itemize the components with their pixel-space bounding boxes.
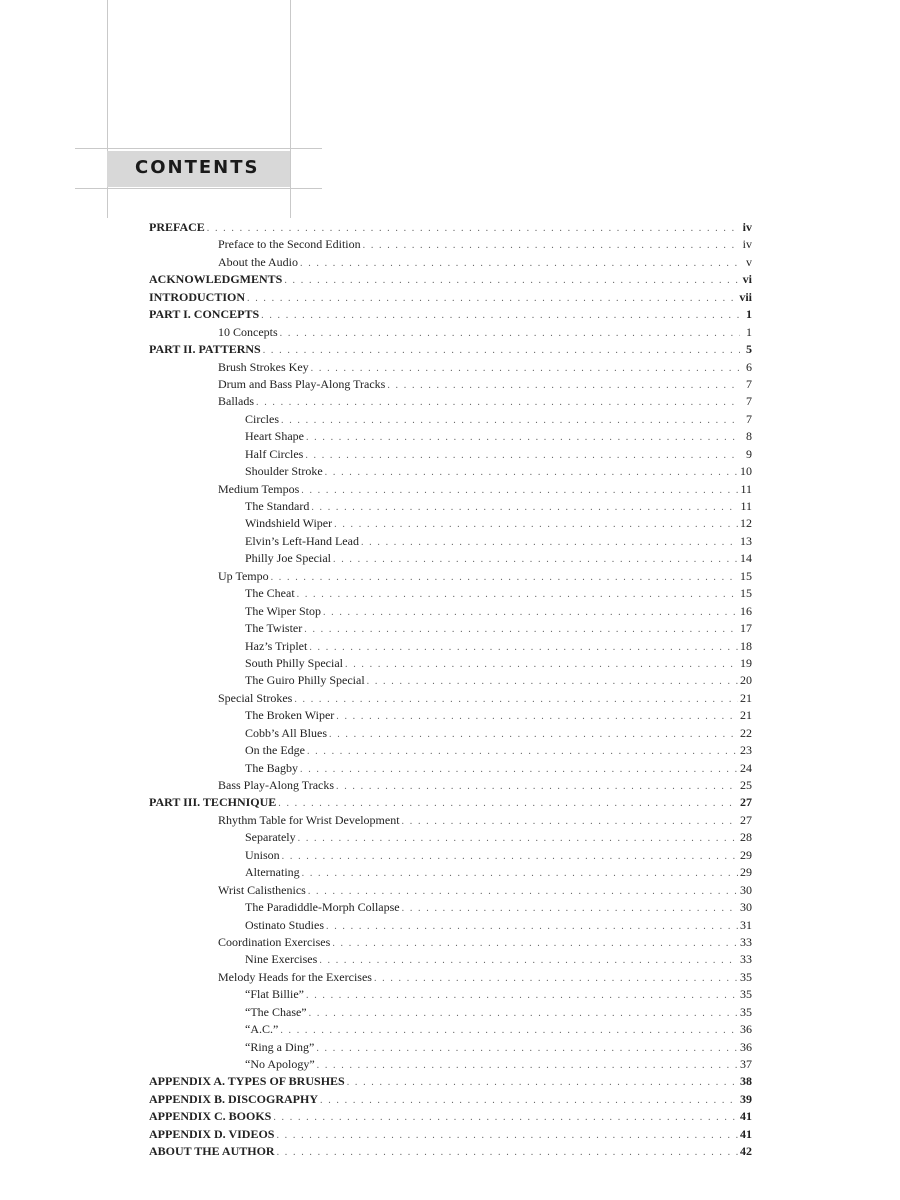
dot-leader xyxy=(306,987,738,1004)
dot-leader xyxy=(297,586,738,603)
toc-entry[interactable] xyxy=(149,533,752,550)
toc-entry[interactable] xyxy=(149,341,752,358)
toc-entry-page-number: 35 xyxy=(740,1004,752,1019)
toc-entry[interactable] xyxy=(149,725,752,742)
toc-entry-label: The Wiper Stop xyxy=(245,603,321,618)
toc-entry-label: About the Audio xyxy=(218,254,298,269)
toc-entry[interactable] xyxy=(149,324,752,341)
dot-leader xyxy=(263,342,740,359)
dot-leader xyxy=(320,1092,738,1109)
toc-entry-page-number: 35 xyxy=(740,987,752,1002)
dot-leader xyxy=(323,604,738,621)
toc-entry[interactable] xyxy=(149,446,752,463)
toc-entry-label: Windshield Wiper xyxy=(245,516,333,531)
toc-entry-page-number: 36 xyxy=(740,1039,752,1054)
toc-entry[interactable] xyxy=(149,271,752,288)
toc-entry-page-number: 24 xyxy=(740,760,752,775)
toc-entry-page-number: 42 xyxy=(740,1144,752,1159)
toc-entry-page-number: iv xyxy=(742,237,752,252)
toc-entry[interactable] xyxy=(149,882,752,899)
toc-entry[interactable] xyxy=(149,498,752,515)
toc-entry[interactable] xyxy=(149,864,752,881)
toc-entry-page-number: 38 xyxy=(740,1074,752,1089)
toc-entry-page-number: 41 xyxy=(740,1126,752,1141)
toc-entry[interactable] xyxy=(149,1091,752,1108)
toc-entry[interactable] xyxy=(149,1004,752,1021)
toc-entry[interactable] xyxy=(149,376,752,393)
toc-entry-page-number: 22 xyxy=(740,725,752,740)
toc-entry-label: “Flat Billie” xyxy=(245,987,304,1002)
dot-leader xyxy=(308,883,738,900)
toc-entry-label: Coordination Exercises xyxy=(218,934,331,949)
toc-entry[interactable] xyxy=(149,568,752,585)
dot-leader xyxy=(334,516,738,533)
toc-entry-label: Melody Heads for the Exercises xyxy=(218,969,372,984)
toc-entry-page-number: 30 xyxy=(740,900,752,915)
toc-entry-page-number: vii xyxy=(739,289,752,304)
toc-entry-label: Wrist Calisthenics xyxy=(218,882,306,897)
toc-entry-page-number: 7 xyxy=(746,394,752,409)
toc-entry-label: Half Circles xyxy=(245,446,304,461)
dot-leader xyxy=(301,482,738,499)
toc-entry-page-number: 6 xyxy=(746,359,752,374)
toc-entry-label: Up Tempo xyxy=(218,568,269,583)
toc-entry-page-number: 39 xyxy=(740,1091,752,1106)
dot-leader xyxy=(276,1127,738,1144)
toc-entry[interactable] xyxy=(149,672,752,689)
dot-leader xyxy=(316,1040,738,1057)
toc-entry-label: Alternating xyxy=(245,865,300,880)
toc-entry-label: PART I. CONCEPTS xyxy=(149,307,260,322)
toc-entry-label: Medium Tempos xyxy=(218,481,300,496)
toc-entry-label: “Ring a Ding” xyxy=(245,1039,315,1054)
toc-entry-page-number: vi xyxy=(742,272,752,287)
dot-leader xyxy=(387,377,740,394)
dot-leader xyxy=(325,464,738,481)
dot-leader xyxy=(332,935,738,952)
dot-leader xyxy=(347,1074,738,1091)
toc-entry-page-number: 16 xyxy=(740,603,752,618)
dot-leader xyxy=(361,534,738,551)
toc-entry-label: ABOUT THE AUTHOR xyxy=(149,1144,275,1159)
toc-entry-page-number: 41 xyxy=(740,1109,752,1124)
dot-leader xyxy=(306,429,740,446)
toc-entry[interactable] xyxy=(149,760,752,777)
toc-entry-label: Rhythm Table for Wrist Development xyxy=(218,812,400,827)
toc-entry[interactable] xyxy=(149,1073,752,1090)
dot-leader xyxy=(307,743,738,760)
toc-entry[interactable] xyxy=(149,794,752,811)
toc-entry-page-number: 10 xyxy=(740,464,752,479)
dot-leader xyxy=(319,952,738,969)
toc-entry[interactable] xyxy=(149,934,752,951)
toc-entry-label: The Twister xyxy=(245,621,303,636)
dot-leader xyxy=(300,255,740,272)
toc-entry[interactable] xyxy=(149,481,752,498)
toc-entry-page-number: 36 xyxy=(740,1022,752,1037)
toc-entry-label: Brush Strokes Key xyxy=(218,359,309,374)
toc-entry-label: Cobb’s All Blues xyxy=(245,725,328,740)
toc-entry-label: The Cheat xyxy=(245,586,295,601)
toc-entry-label: “The Chase” xyxy=(245,1004,307,1019)
toc-entry-label: Elvin’s Left-Hand Lead xyxy=(245,533,359,548)
dot-leader xyxy=(207,220,740,237)
toc-entry-label: Unison xyxy=(245,847,280,862)
toc-entry-page-number: 33 xyxy=(740,952,752,967)
toc-entry[interactable] xyxy=(149,603,752,620)
dot-leader xyxy=(311,499,738,516)
dot-leader xyxy=(402,900,738,917)
toc-entry-label: Shoulder Stroke xyxy=(245,464,323,479)
toc-entry[interactable] xyxy=(149,411,752,428)
dot-leader xyxy=(304,621,738,638)
toc-entry-page-number: 35 xyxy=(740,969,752,984)
toc-entry-page-number: 11 xyxy=(740,499,752,513)
toc-entry-page-number: 15 xyxy=(740,568,752,583)
toc-entry[interactable] xyxy=(149,428,752,445)
toc-entry[interactable] xyxy=(149,1056,752,1073)
toc-entry-page-number: 17 xyxy=(740,621,752,636)
decorative-rule-vertical-right xyxy=(290,0,291,218)
dot-leader xyxy=(271,569,738,586)
toc-entry-label: PART III. TECHNIQUE xyxy=(149,795,277,810)
dot-leader xyxy=(261,307,740,324)
toc-entry-page-number: 14 xyxy=(740,551,752,566)
toc-entry[interactable] xyxy=(149,515,752,532)
toc-entry-label: PREFACE xyxy=(149,220,205,234)
dot-leader xyxy=(247,290,737,307)
toc-entry-label: Separately xyxy=(245,830,296,845)
dot-leader xyxy=(374,970,738,987)
dot-leader xyxy=(294,691,738,708)
toc-entry-label: The Standard xyxy=(245,499,310,513)
dot-leader xyxy=(317,1057,738,1074)
toc-entry-label: The Bagby xyxy=(245,760,298,775)
toc-entry-label: Haz’s Triplet xyxy=(245,638,308,653)
toc-entry[interactable] xyxy=(149,690,752,707)
dot-leader xyxy=(280,1022,738,1039)
toc-entry-label: PART II. PATTERNS xyxy=(149,342,261,357)
toc-entry-page-number: 12 xyxy=(740,516,752,531)
dot-leader xyxy=(336,778,738,795)
toc-entry[interactable] xyxy=(149,899,752,916)
dot-leader xyxy=(305,447,740,464)
toc-entry-page-number: 1 xyxy=(746,307,752,322)
toc-entry-label: On the Edge xyxy=(245,743,305,758)
toc-entry[interactable] xyxy=(149,742,752,759)
toc-entry[interactable] xyxy=(149,655,752,672)
toc-entry[interactable] xyxy=(149,359,752,376)
toc-entry-page-number: 27 xyxy=(740,812,752,827)
toc-entry[interactable] xyxy=(149,1108,752,1125)
toc-entry[interactable] xyxy=(149,236,752,253)
toc-entry[interactable] xyxy=(149,986,752,1003)
toc-entry[interactable] xyxy=(149,812,752,829)
toc-entry-label: APPENDIX D. VIDEOS xyxy=(149,1126,275,1141)
toc-entry-page-number: 5 xyxy=(746,342,752,357)
dot-leader xyxy=(282,848,738,865)
dot-leader xyxy=(311,360,740,377)
toc-entry-page-number: 21 xyxy=(740,690,752,705)
table-of-contents xyxy=(149,219,752,1161)
toc-entry-label: Circles xyxy=(245,411,279,426)
dot-leader xyxy=(309,1005,738,1022)
decorative-rule-horizontal-bottom xyxy=(75,188,322,189)
toc-entry-page-number: 19 xyxy=(740,655,752,670)
toc-entry-page-number: 8 xyxy=(746,429,752,444)
toc-entry-label: Special Strokes xyxy=(218,690,293,705)
toc-entry-label: The Broken Wiper xyxy=(245,708,335,723)
toc-entry-page-number: 31 xyxy=(740,917,752,932)
toc-entry[interactable] xyxy=(149,707,752,724)
dot-leader xyxy=(329,726,738,743)
toc-entry-label: Heart Shape xyxy=(245,429,304,444)
toc-entry-page-number: iv xyxy=(742,220,752,234)
toc-entry[interactable] xyxy=(149,1039,752,1056)
toc-entry-label: APPENDIX C. BOOKS xyxy=(149,1109,272,1124)
toc-entry-page-number: 11 xyxy=(740,481,752,496)
dot-leader xyxy=(363,237,740,254)
toc-entry-label: 10 Concepts xyxy=(218,324,278,339)
toc-entry-label: INTRODUCTION xyxy=(149,289,246,304)
toc-entry-label: Ostinato Studies xyxy=(245,917,325,932)
dot-leader xyxy=(345,656,738,673)
dot-leader xyxy=(298,830,738,847)
toc-entry-page-number: 15 xyxy=(740,586,752,601)
dot-leader xyxy=(278,795,738,812)
toc-entry[interactable] xyxy=(149,550,752,567)
toc-entry-page-number: 28 xyxy=(740,830,752,845)
toc-entry-label: South Philly Special xyxy=(245,655,344,670)
toc-entry[interactable] xyxy=(149,777,752,794)
toc-entry[interactable] xyxy=(149,393,752,410)
toc-entry[interactable] xyxy=(149,620,752,637)
toc-entry[interactable] xyxy=(149,847,752,864)
toc-entry-page-number: 33 xyxy=(740,934,752,949)
toc-entry-label: Ballads xyxy=(218,394,254,409)
toc-entry-page-number: 20 xyxy=(740,673,752,688)
toc-entry[interactable] xyxy=(149,254,752,271)
dot-leader xyxy=(302,865,738,882)
dot-leader xyxy=(273,1109,738,1126)
dot-leader xyxy=(336,708,738,725)
toc-entry[interactable] xyxy=(149,1143,752,1160)
page-title: CONTENTS xyxy=(135,157,260,178)
toc-entry-page-number: v xyxy=(746,254,752,269)
toc-entry[interactable] xyxy=(149,969,752,986)
toc-entry-page-number: 7 xyxy=(746,411,752,426)
toc-entry-page-number: 7 xyxy=(746,376,752,391)
toc-entry[interactable] xyxy=(149,306,752,323)
toc-entry-label: APPENDIX B. DISCOGRAPHY xyxy=(149,1091,319,1106)
dot-leader xyxy=(284,272,740,289)
toc-entry-label: Drum and Bass Play-Along Tracks xyxy=(218,376,386,391)
toc-entry-label: APPENDIX A. TYPES OF BRUSHES xyxy=(149,1074,345,1089)
toc-entry-label: Bass Play-Along Tracks xyxy=(218,778,335,792)
toc-entry-label: Preface to the Second Edition xyxy=(218,237,361,252)
toc-entry[interactable] xyxy=(149,585,752,602)
toc-entry[interactable] xyxy=(149,1021,752,1038)
toc-entry-page-number: 18 xyxy=(740,638,752,653)
toc-entry-page-number: 9 xyxy=(746,446,752,461)
dot-leader xyxy=(277,1144,738,1161)
toc-entry-label: ACKNOWLEDGMENTS xyxy=(149,272,283,287)
toc-entry[interactable] xyxy=(149,1126,752,1143)
dot-leader xyxy=(280,325,740,342)
toc-entry[interactable] xyxy=(149,463,752,480)
toc-entry-page-number: 30 xyxy=(740,882,752,897)
toc-entry[interactable] xyxy=(149,917,752,934)
toc-entry-page-number: 29 xyxy=(740,847,752,862)
dot-leader xyxy=(367,673,738,690)
toc-entry-page-number: 1 xyxy=(746,324,752,339)
toc-entry[interactable] xyxy=(149,638,752,655)
dot-leader xyxy=(333,551,738,568)
toc-entry-label: “No Apology” xyxy=(245,1057,315,1071)
toc-entry[interactable] xyxy=(149,219,752,236)
toc-entry-label: “A.C.” xyxy=(245,1022,279,1037)
dot-leader xyxy=(300,761,738,778)
toc-entry-page-number: 37 xyxy=(740,1057,752,1071)
toc-entry-page-number: 27 xyxy=(740,795,752,810)
toc-entry-page-number: 25 xyxy=(740,778,752,792)
toc-entry-page-number: 13 xyxy=(740,533,752,548)
toc-entry-label: Philly Joe Special xyxy=(245,551,331,566)
toc-entry-page-number: 23 xyxy=(740,743,752,758)
dot-leader xyxy=(256,394,740,411)
dot-leader xyxy=(281,412,740,429)
toc-entry-label: Nine Exercises xyxy=(245,952,318,967)
decorative-rule-horizontal-top xyxy=(75,148,322,149)
toc-entry[interactable] xyxy=(149,829,752,846)
dot-leader xyxy=(402,813,738,830)
toc-entry-label: The Guiro Philly Special xyxy=(245,673,365,688)
dot-leader xyxy=(309,639,738,656)
toc-entry-page-number: 29 xyxy=(740,865,752,880)
toc-entry[interactable] xyxy=(149,951,752,968)
toc-entry-page-number: 21 xyxy=(740,708,752,723)
toc-entry[interactable] xyxy=(149,289,752,306)
dot-leader xyxy=(326,918,738,935)
toc-entry-label: The Paradiddle-Morph Collapse xyxy=(245,900,400,915)
